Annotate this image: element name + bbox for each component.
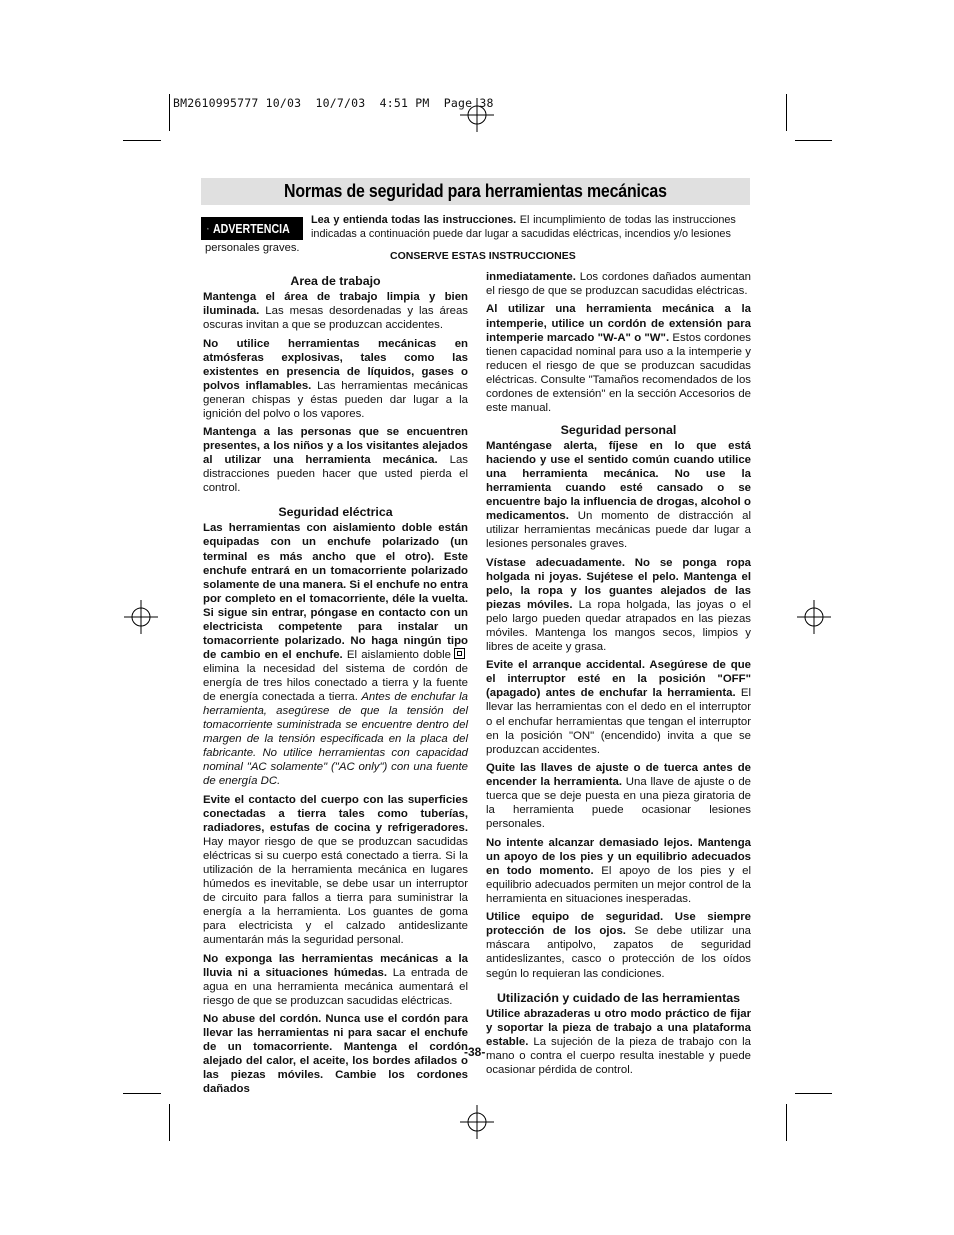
bold-text: No utilice herramientas mecánicas en atmósferas explosivas, tales como las existentes en presencia de líquidos, gases o polvos inflamables. [203, 337, 468, 392]
paragraph [203, 1012, 468, 1096]
bold-text: Evite el contacto del cuerpo con las superficies conectadas a tierra tales como tuberías, radiadores, estufas de cocina y refrigeradores. [203, 793, 468, 834]
bold-text: Mantenga el área de trabajo limpia y bien iluminada. [203, 291, 468, 318]
body-text: Las herramientas mecánicas generan chispas y éstas pueden dar lugar a la ignición del polvo o los vapores. [203, 379, 468, 420]
bold-text: Las herramientas con aislamiento doble están equipadas con un enchufe polarizado (un terminal es más ancho que el otro). Este enchufe entrará en un tomacorriente polarizado solamente de una manera. Si el enchufe no entra por completo en el tomacorriente, déle la vuelta. Si sigue sin entrar, póngase en contacto con un electricista competente para instalar un tomacorriente polarizado. No haga ningún tipo de cambio en el enchufe. [203, 522, 468, 661]
title-bar [201, 178, 750, 205]
paragraph [486, 439, 751, 551]
registration-mark-icon [460, 1105, 494, 1139]
bold-text: Mantenga a las personas que se encuentren presentes, a los niños y a los visitantes alejados al utilizar una herramienta mecánica. [203, 426, 468, 467]
body-text: El llevar las herramientas con el dedo en el interruptor o el enchufar herramientas que tengan el interruptor en la posición "ON" (encendido) invita a que se produzcan accidentes. [486, 687, 751, 756]
registration-mark-icon [797, 600, 831, 634]
crop-mark [795, 1093, 832, 1094]
body-text: Las mesas desordenadas y las áreas oscuras invitan a que se produzcan accidentes. [203, 305, 468, 332]
paragraph [203, 521, 468, 788]
bold-text: Manténgase alerta, fíjese en lo que está haciendo y use el sentido común cuando utilice una herramienta mecánica. No use la herramienta cuando esté cansado o se encuentre bajo la influencia de drogas, alcohol o medicamentos. [486, 439, 751, 523]
crop-mark [795, 140, 832, 141]
crop-mark [786, 94, 787, 131]
crop-mark [169, 94, 170, 131]
body-text: La sujeción de la pieza de trabajo con la mano o contra el cuerpo resulta inestable y puede ocasionar pérdida de control. [486, 1035, 751, 1076]
paragraph [203, 425, 468, 495]
body-text: elimina la necesidad del sistema de cordón de energía de tres hilos conectado a tierra y la fuente de energía conectada a tierra. [203, 662, 468, 703]
warning-triangle-icon [207, 222, 209, 235]
section-heading-tool-use: Utilización y cuidado de las herramientas [496, 990, 741, 1005]
body-text: La ropa holgada, las joyas o el pelo largo pueden quedar atrapados en las piezas móviles. Mantenga los mangos secos, limpios y libres de aceite y grasa. [486, 598, 751, 653]
print-slug: BM2610995777 10/03 10/7/03 4:51 PM Page 38 [173, 96, 494, 110]
bold-text: Utilice abrazaderas u otro modo práctico de fijar y soportar la pieza de trabajo a una plataforma estable. [486, 1007, 751, 1048]
paragraph [486, 658, 751, 756]
bold-text: No exponga las herramientas mecánicas a la lluvia ni a situaciones húmedas. [203, 952, 468, 979]
warning-body: El incumplimiento de todas las instrucciones indicadas a continuación puede dar lugar a sacudidas eléctricas, incendios y/o lesiones [311, 214, 736, 241]
body-text: Una llave de ajuste o de tuerca que se deje puesta en una pieza giratoria de la herramienta puede ocasionar lesiones personales. [486, 776, 751, 831]
crop-mark [123, 140, 161, 141]
crop-mark [786, 1104, 787, 1141]
paragraph [203, 337, 468, 421]
paragraph [203, 793, 468, 948]
right-column [486, 270, 751, 1081]
body-text: Las distracciones pueden hacer que usted pierda el control. [203, 454, 468, 495]
bold-text: Al utilizar una herramienta mecánica a la intemperie, utilice un cordón de extensión para intemperie marcado "W-A" o "W". [486, 303, 751, 344]
body-text: Un momento de distracción al utilizar herramientas mecánicas puede dar lugar a lesiones personales graves. [486, 510, 751, 551]
paragraph [486, 556, 751, 654]
section-heading-personal: Seguridad personal [560, 422, 677, 437]
double-insulation-icon [454, 648, 465, 659]
body-text: Hay mayor riesgo de que se produzcan sacudidas eléctricas si su cuerpo está conectado a tierra. Si la utilización de la herramienta mecánica en lugares húmedos es inevitable, se debe usar un interruptor de circuito para fallos a tierra para suministrar la energía a la herramienta. Los guantes de goma para electricista y el calzado antideslizante aumentarán más la seguridad personal. [203, 835, 468, 947]
warning-tail: personales graves. [205, 242, 300, 254]
body-text: La entrada de agua en una herramienta mecánica aumentará el riesgo de que se produzcan sacudidas eléctricas. [203, 966, 468, 1007]
paragraph [203, 952, 468, 1008]
paragraph [486, 836, 751, 906]
section-heading-electrical: Seguridad eléctrica [278, 505, 393, 520]
paragraph [486, 910, 751, 980]
page-number: -38- [464, 1045, 486, 1059]
bold-text: Evite el arranque accidental. Asegúrese de que el interruptor esté en la posición "OFF" (apagado) antes de enchufar la herramienta. [486, 659, 751, 700]
paragraph [486, 302, 751, 414]
crop-mark [123, 1093, 161, 1094]
paragraph [203, 290, 468, 332]
paragraph [486, 1007, 751, 1077]
italic-text: Antes de enchufar la herramienta, asegúrese de que la tensión del tomacorriente suministrada se encuentre dentro del margen de la tensión especificada en la placa del fabricante. No utilice herramientas con capacidad nominal "AC solamente" ("AC only") con una fuente de energía DC. [203, 691, 468, 788]
bold-text: Quite las llaves de ajuste o de tuerca antes de encender la herramienta. [486, 762, 751, 789]
bold-text: No abuse del cordón. Nunca use el cordón para llevar las herramientas ni para sacar el enchufe de un tomacorriente. Mantenga el cordón alejado del calor, el aceite, los bordes afilados o las piezas móviles. Cambie los cordones dañados [203, 1013, 468, 1096]
body-text: El aislamiento doble [342, 648, 451, 661]
paragraph [486, 270, 751, 298]
body-text: El apoyo de los pies y el equilibrio adecuados permiten un mejor control de la herramienta en situaciones inesperadas. [486, 864, 751, 905]
conserve-instructions: CONSERVE ESTAS INSTRUCCIONES [390, 250, 576, 262]
body-text: Los cordones dañados aumentan el riesgo de que se produzcan sacudidas eléctricas. [486, 271, 751, 298]
bold-text: Utilice equipo de seguridad. Use siempre protección de los ojos. [486, 911, 751, 938]
paragraph [486, 761, 751, 831]
page-title: Normas de seguridad para herramientas mecánicas [284, 180, 667, 201]
registration-mark-icon [124, 600, 158, 634]
crop-mark [169, 1104, 170, 1141]
bold-text: inmediatamente. [486, 271, 576, 283]
warning-lead: Lea y entienda todas las instrucciones. [311, 214, 517, 226]
warning-badge [201, 217, 303, 240]
left-column [203, 270, 468, 1101]
bold-text: No intente alcanzar demasiado lejos. Mantenga un apoyo de los pies y un equilibrio adecuados en todo momento. [486, 836, 751, 877]
bold-text: Vístase adecuadamente. No se ponga ropa holgada ni joyas. Sujétese el pelo. Mantenga el pelo, la ropa y los guantes alejados de las piezas móviles. [486, 556, 751, 611]
body-text: Se debe utilizar una máscara antipolvo, zapatos de seguridad antideslizantes, casco o protección de los oídos según lo requieran las condiciones. [486, 925, 751, 980]
body-text: Estos cordones tienen capacidad nominal para uso a la intemperie y reducen el riesgo de que se produzcan sacudidas eléctricas. Consulte "Tamaños recomendados de los cordones de extensión" en la sección Accesorios de este manual. [486, 331, 751, 414]
warning-label: ADVERTENCIA [212, 221, 290, 236]
section-heading-work-area: Area de trabajo [290, 274, 381, 288]
warning-text [311, 213, 736, 241]
